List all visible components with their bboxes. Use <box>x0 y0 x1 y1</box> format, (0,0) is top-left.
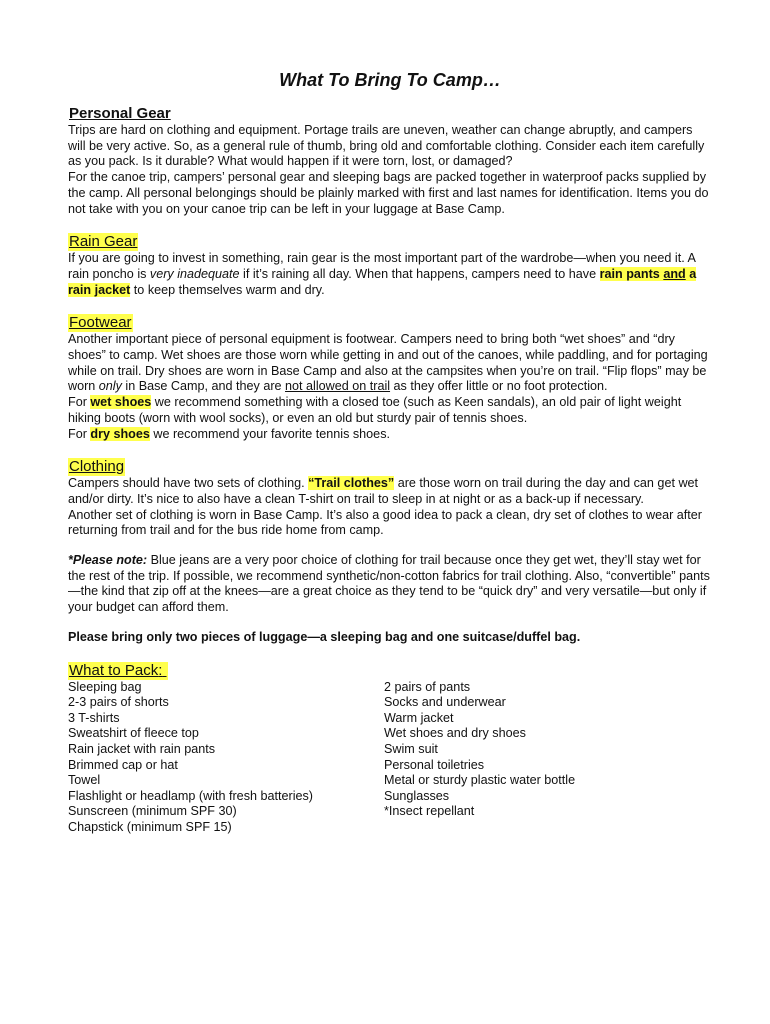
not-allowed-underlined: not allowed on trail <box>285 379 391 394</box>
list-item: Socks and underwear <box>384 695 506 710</box>
personal-gear-heading: Personal Gear <box>69 105 171 122</box>
footwear-paragraph <box>68 332 710 395</box>
personal-gear-paragraph-2: For the canoe trip, campers’ personal gear and sleeping bags are packed together in waterproof packs supplied by the camp. All personal belongings should be plainly marked with first and last names for identification. Items you do not take with you on your canoe trip can be left in your luggage at Base Camp. <box>68 170 709 216</box>
what-to-pack-section <box>68 662 710 836</box>
footwear-section <box>68 314 710 442</box>
list-item: Sunglasses <box>384 788 450 803</box>
wet-shoes-highlight: wet shoes <box>90 395 152 410</box>
rain-gear-section <box>68 233 710 298</box>
please-note-paragraph <box>68 553 710 616</box>
footwear-emphasis: only <box>98 379 122 394</box>
list-item: Sleeping bag <box>68 679 142 694</box>
rain-gear-heading: Rain Gear <box>69 233 138 251</box>
list-item: Rain jacket with rain pants <box>68 741 215 756</box>
luggage-note: Please bring only two pieces of luggage—a sleeping bag and one suitcase/duffel bag. <box>68 629 581 644</box>
packing-list-right <box>384 680 684 836</box>
list-item: 2 pairs of pants <box>384 679 471 694</box>
dry-shoes-post: we recommend your favorite tennis shoes. <box>149 426 390 441</box>
page-title: What To Bring To Camp… <box>279 70 501 90</box>
clothing-paragraph-1 <box>68 476 710 507</box>
list-item: Warm jacket <box>384 710 454 725</box>
footwear-text-3: as they offer little or no foot protection. <box>390 379 608 394</box>
dry-shoes-paragraph <box>68 427 710 443</box>
list-item: Wet shoes and dry shoes <box>384 726 526 741</box>
and-underlined: and <box>663 266 686 281</box>
rain-gear-paragraph <box>68 251 710 298</box>
rain-gear-text-1: If you are going to invest in something, rain gear is the most important part of the wardrobe—when you need it. A rain poncho is <box>68 251 696 281</box>
dry-shoes-highlight: dry shoes <box>90 426 150 441</box>
please-note-text: Blue jeans are a very poor choice of clothing for trail because once they get wet, they’ll stay wet for the rest of the trip. If possible, we recommend synthetic/non-cotton fabrics for trail clothing. Also, “convertible” pants—the kind that zip off at the knees—are a great choice as they tend to be “quick dry” and very versatile—but only if your budget can afford them. <box>68 553 710 615</box>
wet-shoes-post: we recommend something with a closed toe (such as Keen sandals), an old pair of light weight hiking boots (worn with wool socks), or even an old but sturdy pair of tennis shoes. <box>68 395 682 425</box>
what-to-pack-colon: : <box>158 661 163 679</box>
rain-jacket-text: a rain jacket <box>68 266 697 297</box>
rain-pants-text: rain pants <box>599 266 664 281</box>
personal-gear-section <box>68 105 710 217</box>
personal-gear-paragraph-1: Trips are hard on clothing and equipment. Portage trails are uneven, weather can change abruptly, and campers will be very active. So, as a general rule of thumb, bring old and comfortable clothing. Consider each item carefully as you pack. Is it durable? What would happen if it were torn, lost, or damaged? <box>68 123 705 169</box>
rain-gear-emphasis: very inadequate <box>149 266 240 281</box>
wet-shoes-pre: For <box>68 395 91 410</box>
please-note-label: *Please note: <box>68 553 148 568</box>
list-item: Metal or sturdy plastic water bottle <box>384 773 576 788</box>
list-item: Chapstick (minimum SPF 15) <box>68 819 232 834</box>
rain-gear-text-2: if it’s raining all day. When that happens, campers need to have <box>239 266 600 281</box>
footwear-text-2: in Base Camp, and they are <box>121 379 286 394</box>
list-item: Personal toiletries <box>384 757 485 772</box>
list-item: *Insect repellant <box>384 804 475 819</box>
spacer <box>68 539 710 553</box>
clothing-heading: Clothing <box>69 458 125 476</box>
what-to-pack-heading-text: What to Pack <box>69 661 159 679</box>
footwear-text-1: Another important piece of personal equipment is footwear. Campers need to bring both “wet shoes” and “dry shoes” to camp. Wet shoes are those worn while getting in and out of the canoes, while paddling, and for portaging while on trail. Dry shoes are worn in Base Camp and also at the campsites when you’re on trail. “Flip flops” may be worn <box>68 332 708 394</box>
packing-list <box>68 680 710 836</box>
spacer <box>68 616 710 630</box>
list-item: Sunscreen (minimum SPF 30) <box>68 804 237 819</box>
clothing-section <box>68 458 710 645</box>
list-item: Swim suit <box>384 741 438 756</box>
list-item: Towel <box>68 773 101 788</box>
clothing-text-2: are those worn on trail during the day and can get wet and/or dirty. It’s nice to also have a clean T-shirt on trail to sleep in at night or as a back-up if necessary. <box>68 476 699 506</box>
footwear-heading: Footwear <box>69 314 132 332</box>
trail-clothes-highlight: “Trail clothes” <box>308 476 395 491</box>
what-to-pack-heading <box>68 662 168 680</box>
clothing-text-1: Campers should have two sets of clothing. <box>68 476 309 491</box>
list-item: 3 T-shirts <box>68 710 120 725</box>
list-item: Flashlight or headlamp (with fresh batteries) <box>68 788 313 803</box>
clothing-paragraph-2: Another set of clothing is worn in Base Camp. It’s also a good idea to pack a clean, dry set of clothes to wear after returning from trail and for the bus ride home from camp. <box>68 507 702 538</box>
packing-list-left <box>68 680 384 836</box>
list-item: Sweatshirt of fleece top <box>68 726 199 741</box>
wet-shoes-paragraph <box>68 395 710 426</box>
dry-shoes-pre: For <box>68 426 91 441</box>
list-item: 2-3 pairs of shorts <box>68 695 169 710</box>
list-item: Brimmed cap or hat <box>68 757 178 772</box>
rain-gear-text-3: to keep themselves warm and dry. <box>130 282 325 297</box>
